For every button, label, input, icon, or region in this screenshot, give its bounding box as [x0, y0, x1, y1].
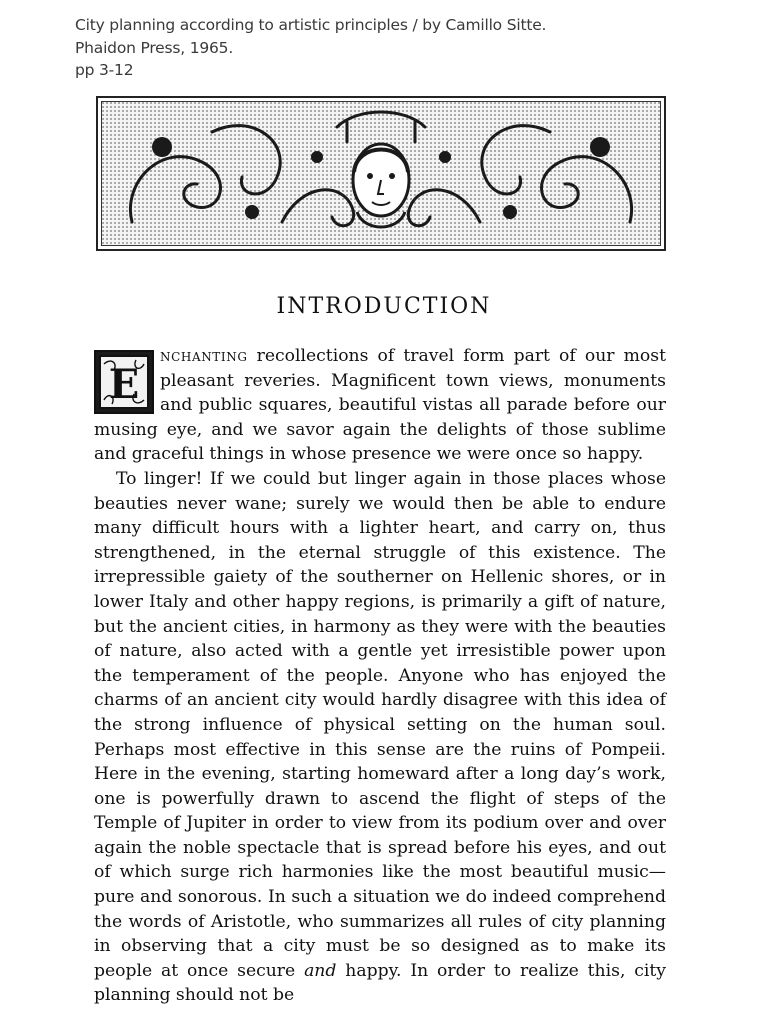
citation-header	[75, 14, 546, 82]
paragraph-2-italic-word: and	[304, 960, 337, 981]
chapter-body	[94, 344, 666, 1008]
chapter-title: INTRODUCTION	[276, 294, 492, 319]
paragraph-2-tail: happy. In order to realize this, city planning should not be	[94, 960, 666, 1006]
citation-pages-line: pp 3-12	[75, 61, 134, 79]
ornament-scrollwork-image	[102, 102, 660, 245]
citation-publisher-line: Phaidon Press, 1965.	[75, 38, 234, 57]
initial-e-ornament	[96, 352, 152, 412]
citation-title-line: City planning according to artistic principles / by Camillo Sitte.	[75, 16, 547, 34]
paragraph-1	[94, 344, 666, 467]
ornament-mask-face	[353, 144, 409, 227]
paragraph-2-text: To linger! If we could but linger again in those places whose beauties never wane; surely we would then be able to endure many difficult hours with a lighter heart, and carry on, thus strengthened, in the eternal struggle of this existence. The irrepressible gaiety of the southerner on Hellenic shores, or in lower Italy and other happy regions, is primarily a gift of nature, but the ancient cities, in harmony as they were with the beauties of nature, also acted with a gentle yet irresistible power upon the temperament of the people. Anyone who has enjoyed the charms of an ancient city would hardly disagree with this idea of the strong influence of physical setting on the human soul. Perhaps most effective in this sense are the ruins of Pompeii. Here in the evening, starting homeward after a long day’s work, one is powerfully drawn to ascend the flight of steps of the Temple of Jupiter in order to view from its podium over and over again the noble spectacle that is spread before his eyes, and out of which surge rich harmonies like the most beautiful music—pure and sonorous. In such a situation we do indeed comprehend the words of Aristotle, who summarizes all rules of city planning in observing that a city must be so designed as to make its people at once secure	[94, 468, 666, 981]
ornamental-headpiece	[96, 96, 666, 251]
decorated-initial-letter	[94, 350, 154, 414]
initial-letter-glyph: E	[108, 361, 140, 408]
ornament-engraving	[101, 101, 661, 246]
paragraph-1-text: recollections of travel form part of our most pleasant reveries. Magnificent town views, monuments and public squares, beautiful vistas all parade before our musing eye, and we savor again the delights of those sublime and graceful things in whose presence we were once so happy.	[94, 346, 666, 465]
first-word-smallcaps: nchanting	[160, 346, 248, 366]
paragraph-2	[94, 467, 666, 1008]
